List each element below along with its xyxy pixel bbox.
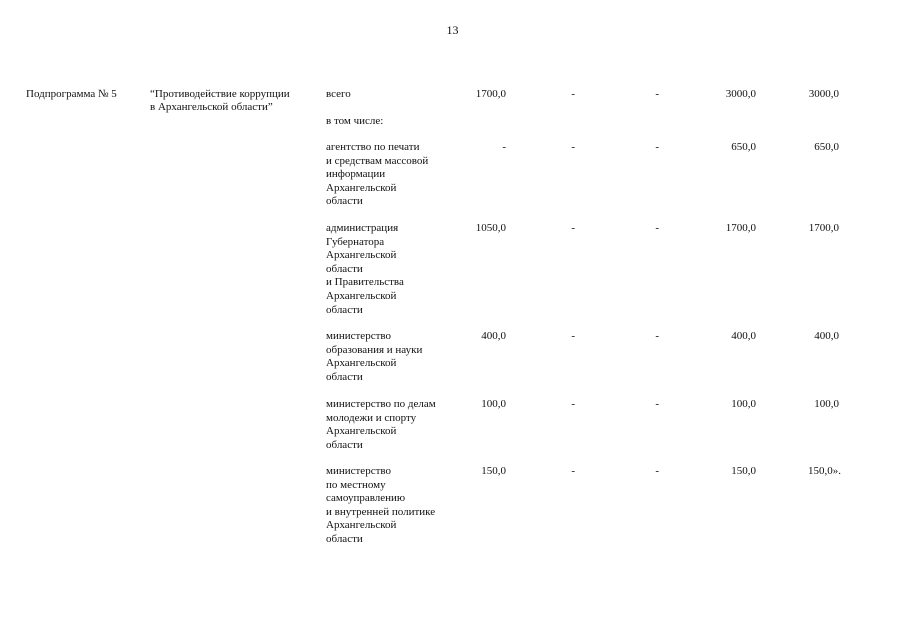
cell-value: - bbox=[571, 330, 575, 342]
cell-value: 3000,0 bbox=[725, 88, 756, 100]
cell-value: - bbox=[655, 141, 659, 153]
cell-value: 150,0 bbox=[731, 465, 756, 477]
page-number: 13 bbox=[446, 23, 459, 37]
cell-value: - bbox=[571, 398, 575, 410]
cell-value: 400,0 bbox=[814, 330, 839, 342]
cell-value: 3000,0 bbox=[808, 88, 839, 100]
cell-value: 1700,0 bbox=[808, 222, 839, 234]
cell-value: - bbox=[655, 330, 659, 342]
cell-value: - bbox=[655, 465, 659, 477]
row-name: министерство по делам молодежи и спорту Архангельской области bbox=[326, 398, 436, 451]
cell-value: 100,0 bbox=[481, 398, 506, 410]
cell-value: 650,0 bbox=[731, 141, 756, 153]
cell-value: 150,0 bbox=[481, 465, 506, 477]
subprogram-title: “Противодействие коррупции в Архангельской области” bbox=[150, 88, 290, 113]
cell-value: - bbox=[655, 222, 659, 234]
cell-value: - bbox=[571, 141, 575, 153]
cell-value: - bbox=[571, 465, 575, 477]
cell-value: 1700,0 bbox=[475, 88, 506, 100]
cell-value: 1700,0 bbox=[725, 222, 756, 234]
subprogram-label: Подпрограмма № 5 bbox=[26, 88, 117, 100]
cell-value: 400,0 bbox=[731, 330, 756, 342]
cell-value: - bbox=[571, 222, 575, 234]
cell-value: 1050,0 bbox=[475, 222, 506, 234]
cell-value: 650,0 bbox=[814, 141, 839, 153]
row-name: министерство образования и науки Архангельской области bbox=[326, 330, 423, 383]
cell-value: 100,0 bbox=[731, 398, 756, 410]
cell-value: 100,0 bbox=[814, 398, 839, 410]
cell-value: - bbox=[655, 88, 659, 100]
row-name: администрация Губернатора Архангельской области и Правительства Архангельской области bbox=[326, 222, 404, 316]
cell-value: - bbox=[571, 88, 575, 100]
cell-value: 400,0 bbox=[481, 330, 506, 342]
cell-value: 150,0». bbox=[808, 465, 841, 477]
row-name: всего bbox=[326, 88, 351, 100]
cell-value: - bbox=[655, 398, 659, 410]
row-name: агентство по печати и средствам массовой информации Архангельской области bbox=[326, 141, 429, 208]
cell-value: - bbox=[502, 141, 506, 153]
row-name: министерство по местному самоуправлению и внутренней политике Архангельской области bbox=[326, 465, 436, 545]
subheader-text: в том числе: bbox=[326, 115, 384, 127]
